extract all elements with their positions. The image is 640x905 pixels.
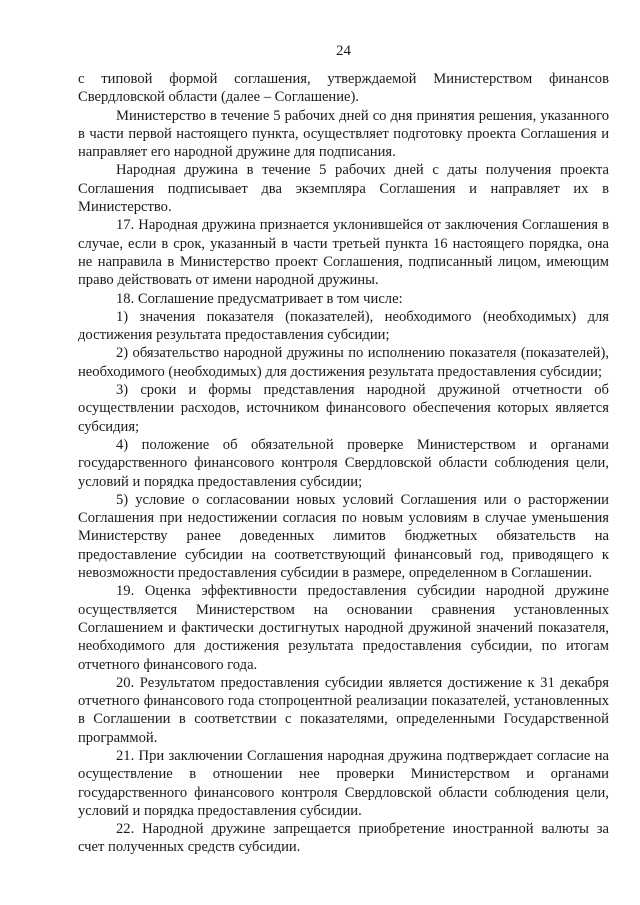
paragraph-continuation: с типовой формой соглашения, утверждаемой Министерством финансов Свердловской области (далее – Соглашение). [78,71,609,106]
paragraph-item-21: 21. При заключении Соглашения народная дружина подтверждает согласие на осуществление в отношении нее проверки Министерством и органами государственного финансового контроля Свердловской области соблюдения цели, условий и порядка предоставления субсидии. [78,747,609,819]
document-page [78,42,609,857]
paragraph-ministry-preparation: Министерство в течение 5 рабочих дней со дня принятия решения, указанного в части первой настоящего пункта, осуществляет подготовку проекта Соглашения и направляет его народной дружине для подписания. [78,107,609,161]
paragraph-subitem-4: 4) положение об обязательной проверке Министерством и органами государственного финансового контроля Свердловской области соблюдения цели, условий и порядка предоставления субсидии; [78,436,609,490]
paragraph-subitem-3: 3) сроки и формы представления народной дружиной отчетности об осуществлении расходов, источником финансового обеспечения которых является субсидия; [78,382,609,435]
paragraph-item-22: 22. Народной дружине запрещается приобретение иностранной валюты за счет полученных средств субсидии. [78,821,609,856]
page-number: 24 [336,43,351,59]
paragraph-druzhina-signing: Народная дружина в течение 5 рабочих дней с даты получения проекта Соглашения подписывает два экземпляра Соглашения и направляет их в Министерство. [78,162,609,216]
paragraph-item-20: 20. Результатом предоставления субсидии является достижение к 31 декабря отчетного финансового года стопроцентной реализации показателей, установленных в Соглашении в соответствии с показателями, определенными Государственной программой. [78,674,609,746]
paragraph-subitem-5: 5) условие о согласовании новых условий Соглашения или о расторжении Соглашения при недостижении согласия по новым условиям в случае уменьшения Министерству ранее доведенных лимитов бюджетных обязательств на предоставление субсидии на соответствующий финансовый год, приводящего к невозможности предоставления субсидии в размере, определенном в Соглашении. [78,491,609,582]
paragraph-subitem-2: 2) обязательство народной дружины по исполнению показателя (показателей), необходимого (необходимых) для достижения результата предоставления субсидии; [78,345,609,380]
paragraph-item-17: 17. Народная дружина признается уклонившейся от заключения Соглашения в случае, если в срок, указанный в части третьей пункта 16 настоящего порядка, она не направила в Министерство проект Соглашения, подписанный лицом, имеющим право действовать от имени народной дружины. [78,217,609,289]
paragraph-item-19: 19. Оценка эффективности предоставления субсидии народной дружине осуществляется Министерством на основании сравнения установленных Соглашением и фактически достигнутых народной дружиной значений показателя, необходимого для достижения результата предоставления субсидии, по итогам отчетного финансового года. [78,583,609,673]
paragraph-subitem-1: 1) значения показателя (показателей), необходимого (необходимых) для достижения результата предоставления субсидии; [78,308,609,344]
paragraph-item-18: 18. Соглашение предусматривает в том числе: [116,290,403,307]
